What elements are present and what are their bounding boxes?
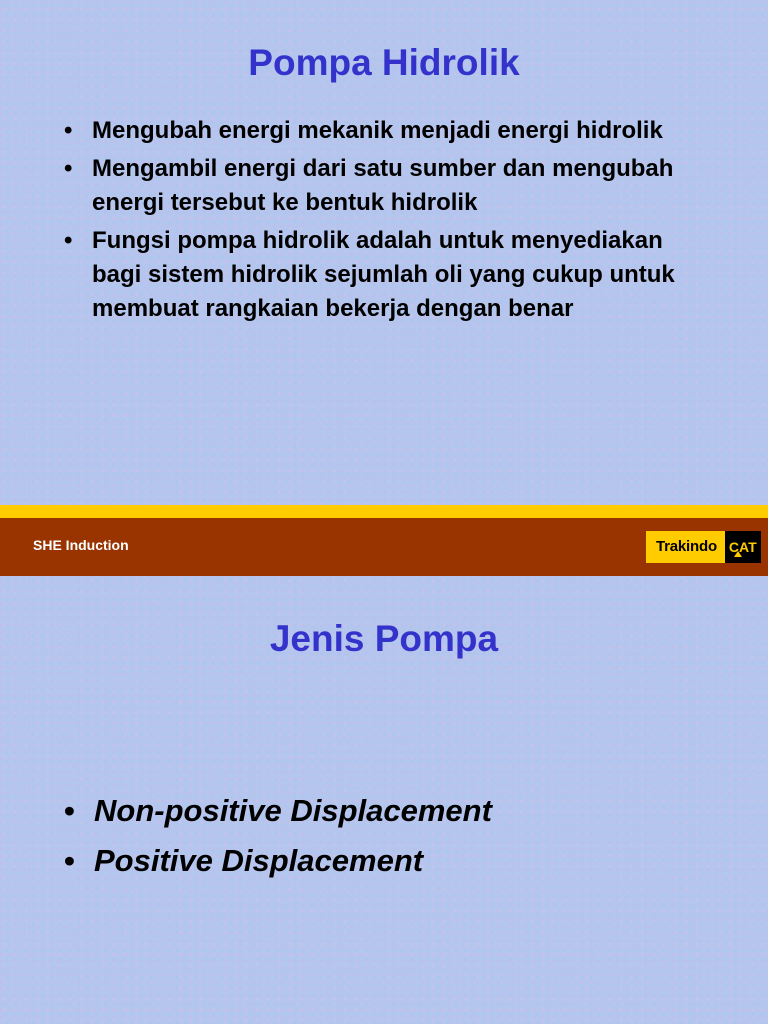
logo-text: Trakindo [646,531,725,563]
bullet-icon: • [64,227,73,254]
bullet-item [64,786,704,836]
bullet-item [64,152,704,220]
footer-label: SHE Induction [33,537,129,553]
bullet-icon: • [64,793,75,828]
bullet-list [64,114,704,330]
trakindo-cat-logo [646,531,761,563]
bullet-text: Mengubah energi mekanik menjadi energi hidrolik [92,117,663,144]
slide-footer [0,505,768,576]
bullet-icon: • [64,117,73,144]
cat-triangle-icon [734,551,742,557]
bullet-item [64,224,704,326]
bullet-text: Non-positive Displacement [94,793,492,828]
bullet-icon: • [64,843,75,878]
bullet-item [64,114,704,148]
bullet-item [64,836,704,886]
slide-pompa-hidrolik [0,0,768,505]
slide-title: Pompa Hidrolik [248,42,520,83]
slide-title: Jenis Pompa [269,618,499,659]
footer-stripe [0,505,768,518]
footer-bar [0,518,768,576]
bullet-text: Positive Displacement [94,843,424,878]
cat-logo-icon [725,531,761,563]
logo-mark: CAT [728,539,757,555]
bullet-list [64,786,704,886]
bullet-icon: • [64,155,73,182]
bullet-text: Mengambil energi dari satu sumber dan mengubah energi tersebut ke bentuk hidrolik [92,155,674,216]
slide-jenis-pompa [0,576,768,1024]
bullet-text: Fungsi pompa hidrolik adalah untuk menyediakan bagi sistem hidrolik sejumlah oli yang cukup untuk membuat rangkaian bekerja dengan benar [92,227,675,322]
